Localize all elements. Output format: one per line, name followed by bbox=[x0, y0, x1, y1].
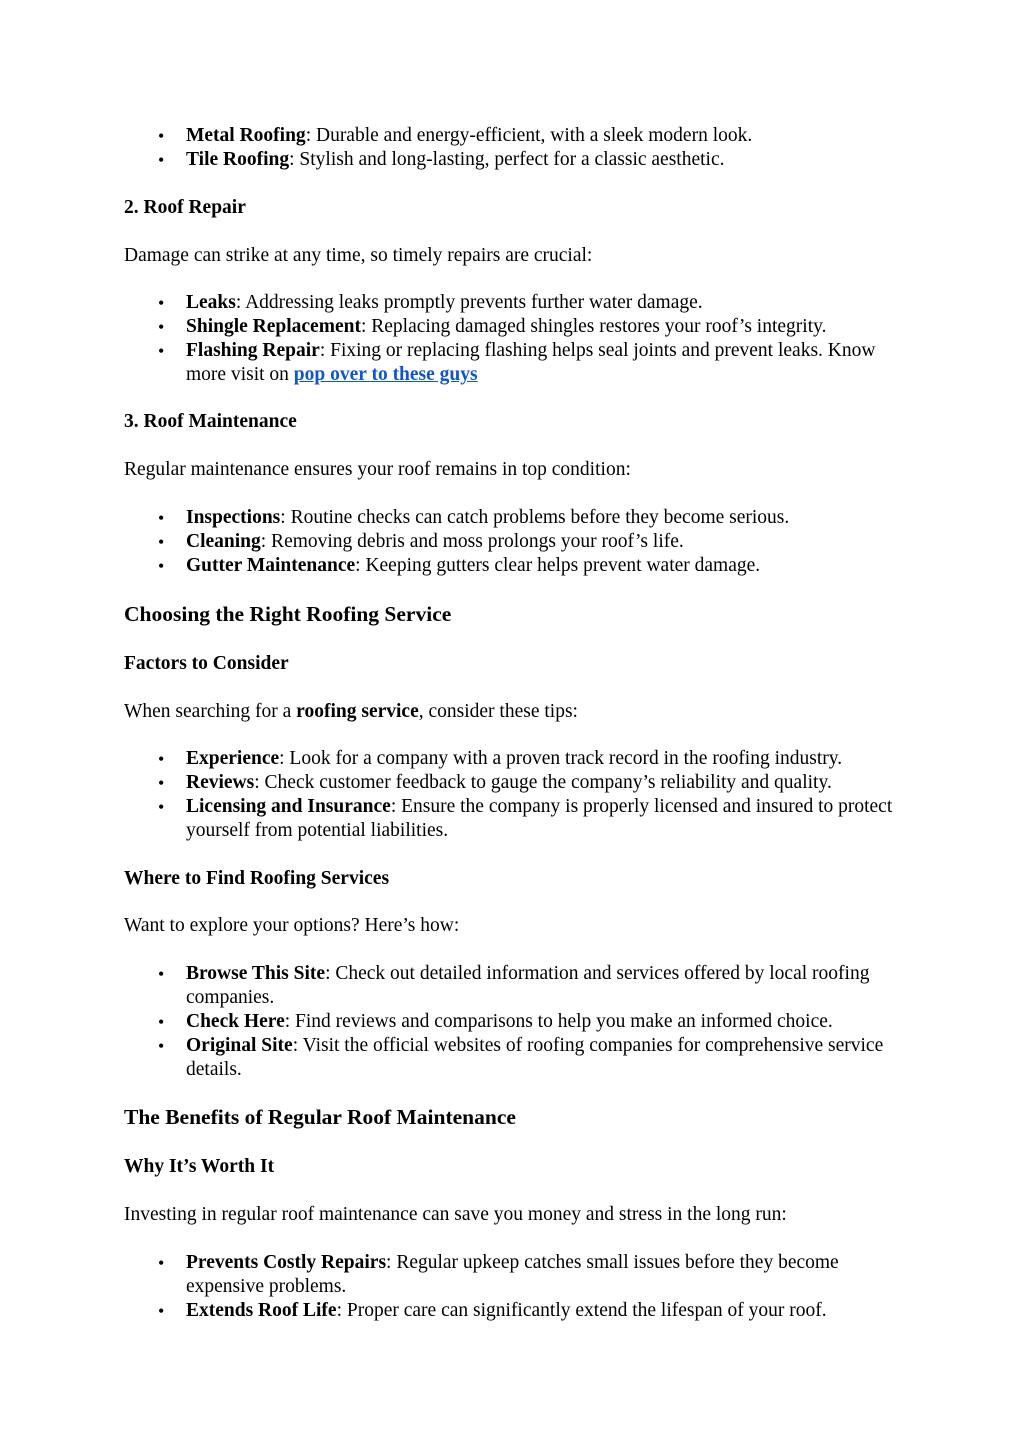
item-term: Flashing Repair bbox=[186, 340, 320, 361]
item-text: : Look for a company with a proven track record in the roofing industry. bbox=[279, 748, 843, 769]
item-text: : Check customer feedback to gauge the company’s reliability and quality. bbox=[254, 772, 832, 793]
item-text: : Proper care can significantly extend the lifespan of your roof. bbox=[336, 1300, 827, 1321]
where-intro: Want to explore your options? Here’s how: bbox=[124, 915, 460, 936]
item-term: Extends Roof Life bbox=[186, 1300, 337, 1321]
item-term: Check Here bbox=[186, 1011, 285, 1032]
item-term: Gutter Maintenance bbox=[186, 555, 356, 576]
list-item bbox=[0, 1034, 906, 1082]
item-text: : Visit the official websites of roofing companies for comprehensive service details. bbox=[186, 1035, 884, 1080]
item-term: Prevents Costly Repairs bbox=[186, 1252, 387, 1273]
item-term: Original Site bbox=[186, 1035, 293, 1056]
item-term: Metal Roofing bbox=[186, 125, 306, 146]
list-item bbox=[0, 1299, 906, 1323]
item-text: : Replacing damaged shingles restores your roof’s integrity. bbox=[360, 316, 827, 337]
list-item bbox=[0, 315, 906, 339]
choosing-intro bbox=[124, 700, 904, 724]
roofing-types-list bbox=[0, 124, 1023, 172]
where-list bbox=[0, 962, 1023, 1082]
intro-bold: roofing service bbox=[296, 701, 419, 722]
item-term: Experience bbox=[186, 748, 280, 769]
pop-over-link[interactable]: pop over to these guys bbox=[293, 364, 478, 385]
item-text: : Stylish and long-lasting, perfect for a classic aesthetic. bbox=[289, 149, 725, 170]
item-term: Leaks bbox=[186, 292, 236, 313]
list-item bbox=[0, 506, 906, 530]
benefits-list bbox=[0, 1251, 1023, 1323]
item-text: : Find reviews and comparisons to help you make an informed choice. bbox=[284, 1011, 833, 1032]
intro-after: , consider these tips: bbox=[418, 701, 578, 722]
where-heading: Where to Find Roofing Services bbox=[124, 868, 390, 889]
choosing-heading: Choosing the Right Roofing Service bbox=[124, 602, 452, 626]
item-text: : Removing debris and moss prolongs your roof’s life. bbox=[260, 531, 684, 552]
list-item bbox=[0, 962, 906, 1010]
item-term: Tile Roofing bbox=[186, 149, 290, 170]
item-term: Shingle Replacement bbox=[186, 316, 361, 337]
item-text: : Check out detailed information and services offered by local roofing companies. bbox=[186, 963, 870, 1008]
item-text: : Addressing leaks promptly prevents further water damage. bbox=[235, 292, 703, 313]
roof-repair-intro: Damage can strike at any time, so timely repairs are crucial: bbox=[124, 245, 593, 266]
roof-repair-heading: 2. Roof Repair bbox=[124, 197, 246, 218]
item-term: Reviews bbox=[186, 772, 255, 793]
list-item bbox=[0, 771, 906, 795]
list-item bbox=[0, 747, 906, 771]
item-text: : Regular upkeep catches small issues before they become expensive problems. bbox=[186, 1252, 839, 1297]
know-more-text: Know more visit on bbox=[186, 340, 876, 385]
item-term: Inspections bbox=[186, 507, 281, 528]
list-item bbox=[0, 1251, 906, 1299]
item-text: : Ensure the company is properly licensed and insured to protect yourself from potential liabilities. bbox=[186, 796, 893, 841]
list-item bbox=[0, 795, 906, 843]
item-term: Cleaning bbox=[186, 531, 261, 552]
roof-maintenance-heading: 3. Roof Maintenance bbox=[124, 411, 297, 432]
roof-maintenance-intro: Regular maintenance ensures your roof remains in top condition: bbox=[124, 459, 631, 480]
list-item bbox=[0, 554, 906, 578]
item-text: : Durable and energy-efficient, with a sleek modern look. bbox=[305, 125, 753, 146]
list-item bbox=[0, 1010, 906, 1034]
benefits-heading: The Benefits of Regular Roof Maintenance bbox=[124, 1105, 516, 1129]
list-item bbox=[0, 339, 906, 387]
factors-list bbox=[0, 747, 1023, 843]
intro-before: When searching for a bbox=[124, 701, 297, 722]
item-text: : Fixing or replacing flashing helps seal joints and prevent leaks. bbox=[319, 340, 823, 361]
roof-repair-list bbox=[0, 291, 1023, 387]
roof-maintenance-list bbox=[0, 506, 1023, 578]
list-item bbox=[0, 291, 906, 315]
factors-heading: Factors to Consider bbox=[124, 653, 289, 674]
why-heading: Why It’s Worth It bbox=[124, 1156, 275, 1177]
list-item bbox=[0, 530, 906, 554]
item-term: Browse This Site bbox=[186, 963, 326, 984]
list-item bbox=[0, 148, 906, 172]
benefits-intro: Investing in regular roof maintenance can save you money and stress in the long run: bbox=[124, 1204, 787, 1225]
item-text: : Keeping gutters clear helps prevent water damage. bbox=[355, 555, 761, 576]
list-item bbox=[0, 124, 906, 148]
item-term: Licensing and Insurance bbox=[186, 796, 391, 817]
item-text: : Routine checks can catch problems before they become serious. bbox=[280, 507, 790, 528]
